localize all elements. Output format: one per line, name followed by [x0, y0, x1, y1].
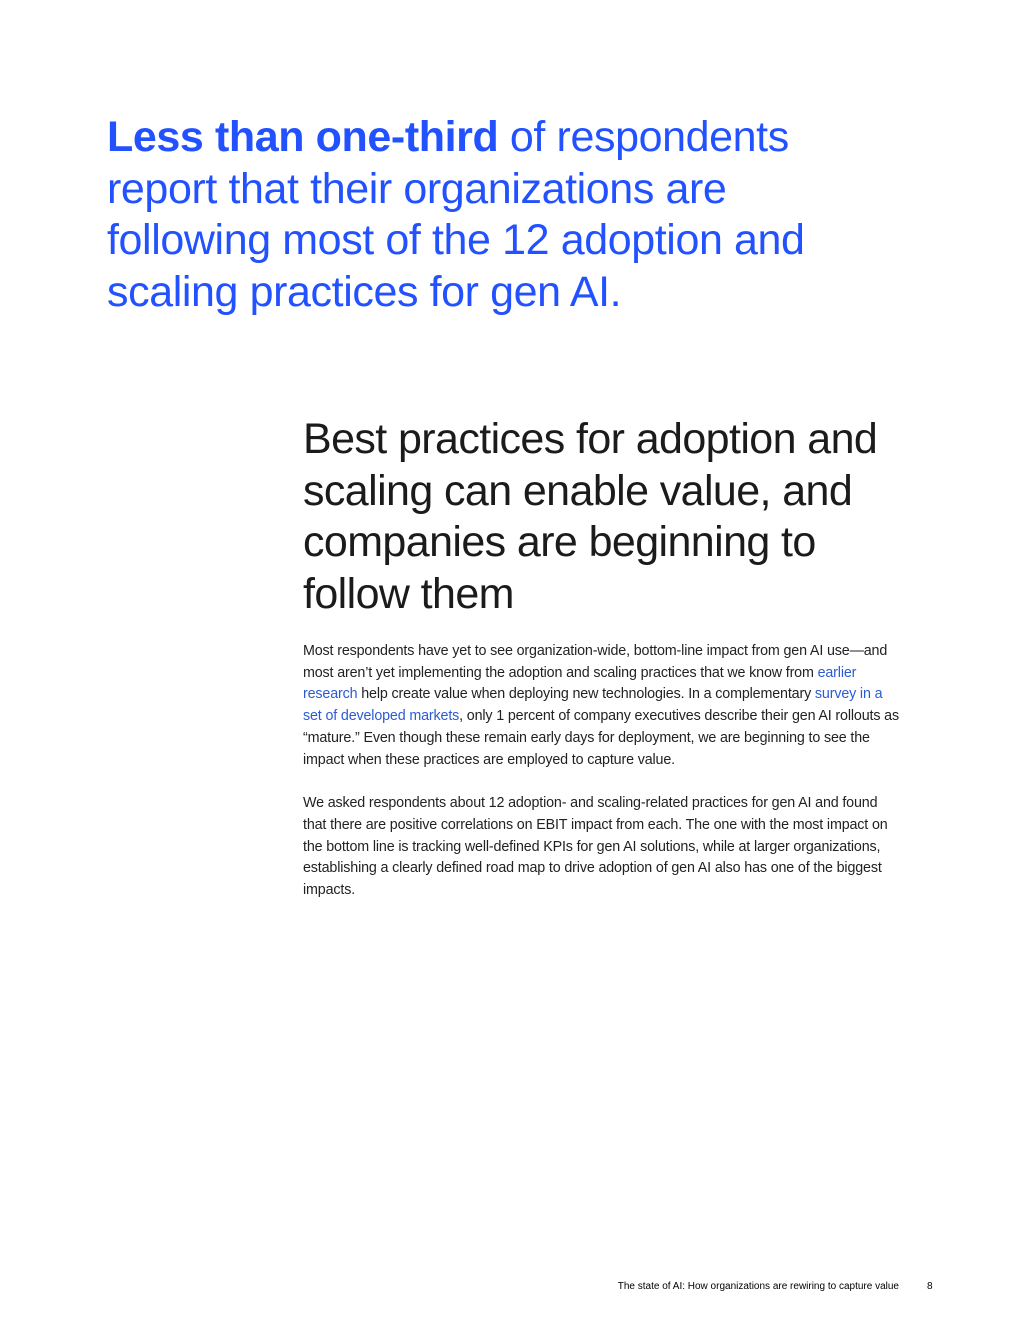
page-footer — [0, 1281, 1020, 1297]
section-heading: Best practices for adoption and scaling can enable value, and companies are beginning to follow them — [303, 415, 878, 618]
paragraph-1-part-3: , only 1 percent of company executives describe their gen AI rollouts as “mature.” Even though these remain early days for deployment, we are beginning to see the impact when these practices are employed to capture value. — [303, 708, 899, 768]
paragraph-2: We asked respondents about 12 adoption- and scaling-related practices for gen AI and found that there are positive correlations on EBIT impact from each. The one with the most impact on the bottom line is tracking well-defined KPIs for gen AI solutions, while at larger organizations, establishing a clearly defined road map to drive adoption of gen AI also has one of the biggest impacts. — [303, 795, 888, 899]
page-number: 8 — [927, 1281, 933, 1292]
earlier-research-link[interactable]: earlier research — [303, 664, 857, 703]
paragraph-1-part-1: Most respondents have yet to see organization-wide, bottom-line impact from gen AI use—and most aren’t yet implementing the adoption and scaling practices that we know from — [303, 643, 888, 681]
developed-markets-survey-link[interactable]: survey in a set of developed markets — [303, 686, 883, 725]
body-text — [303, 641, 903, 924]
paragraph-1-part-2: help create value when deploying new technologies. In a complementary — [357, 686, 815, 703]
footer-title: The state of AI: How organizations are rewiring to capture value — [617, 1281, 899, 1292]
pull-quote — [107, 112, 867, 318]
pull-quote-text: of respondents report that their organizations are following most of the 12 adoption and scaling practices for gen AI. — [107, 113, 805, 316]
pull-quote-emphasis: Less than one-third — [107, 113, 499, 161]
paragraph-1 — [303, 641, 903, 771]
